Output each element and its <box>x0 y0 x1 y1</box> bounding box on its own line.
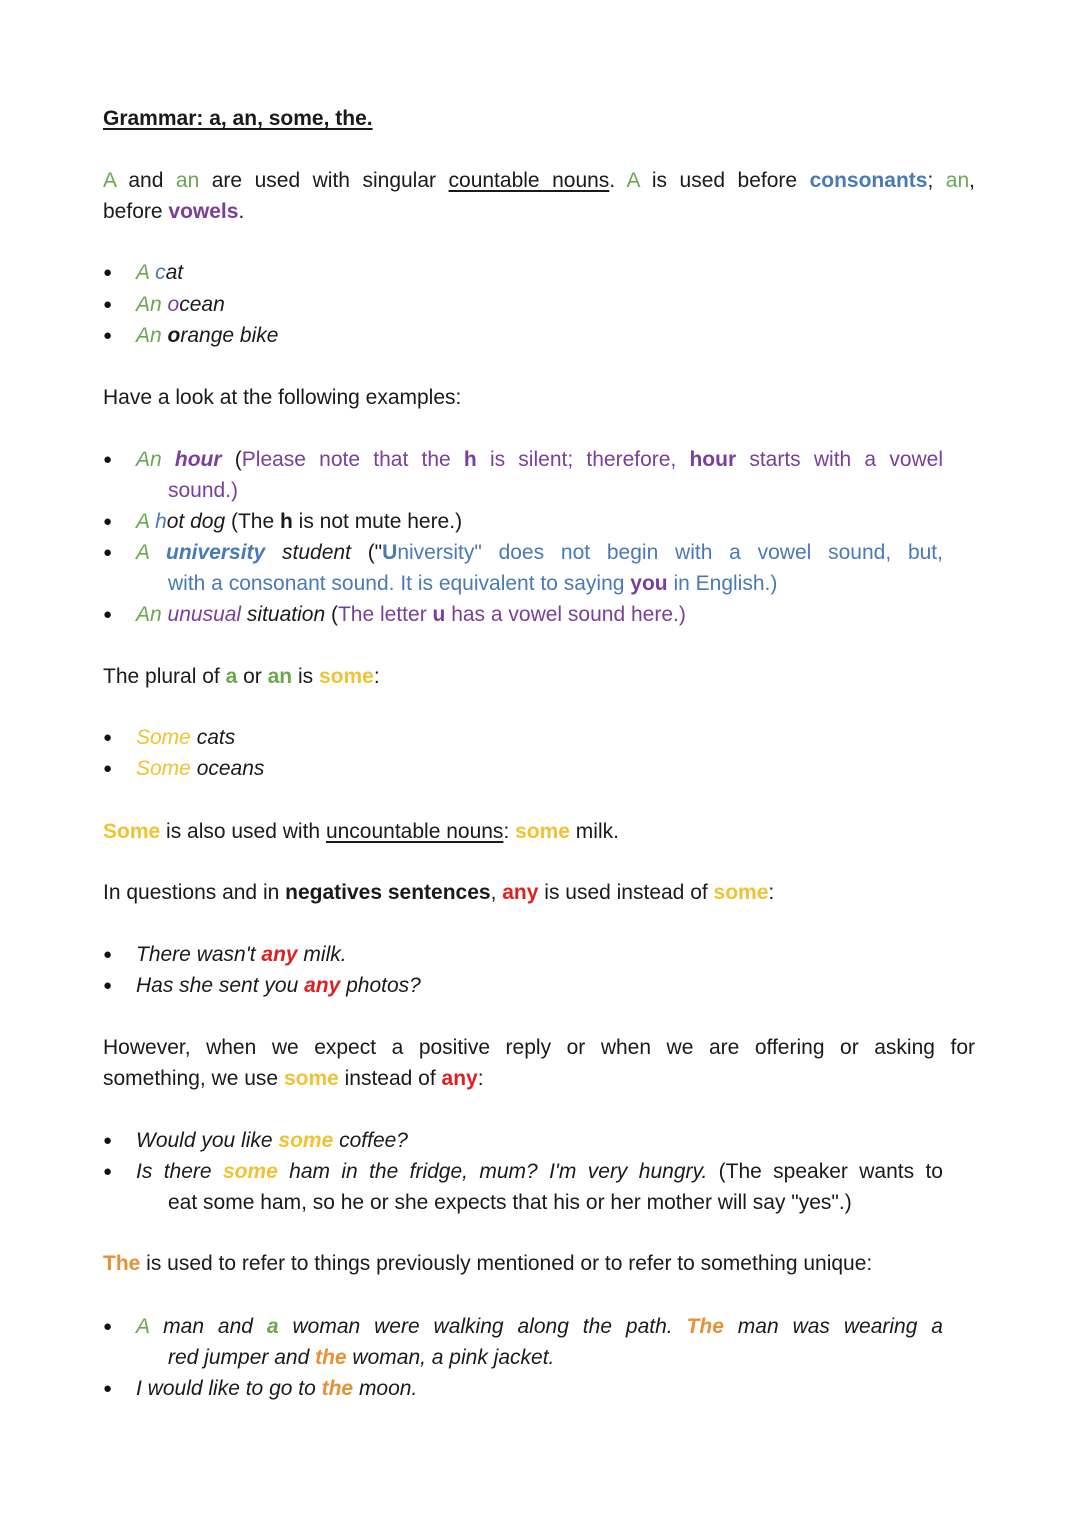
list-item-continuation: sound.) <box>168 479 239 502</box>
list-item: ● An orange bike <box>136 321 278 351</box>
list-item: ● I would like to go to the moon. <box>136 1374 417 1404</box>
list-item: ● A man and a woman were walking along the path. The man was wearing a <box>136 1312 943 1342</box>
list-item: ● Has she sent you any photos? <box>136 971 421 1001</box>
however-line-1: However, when we expect a positive reply or when we are offering or asking for <box>103 1036 975 1059</box>
page-title: Grammar: a, an, some, the. <box>103 107 373 130</box>
list-item: ● A hot dog (The h is not mute here.) <box>136 507 462 537</box>
questions-rule: In questions and in negatives sentences, any is used instead of some: <box>103 881 775 904</box>
list-item: ● An unusual situation (The letter u has a vowel sound here.) <box>136 600 686 630</box>
the-rule: The is used to refer to things previously mentioned or to refer to something unique: <box>103 1252 873 1275</box>
uncountable-rule: Some is also used with uncountable nouns: some milk. <box>103 820 619 843</box>
intro-line-2: before vowels. <box>103 200 245 223</box>
list-item-continuation: eat some ham, so he or she expects that his or her mother will say "yes".) <box>168 1191 852 1214</box>
list-item: ● Some oceans <box>136 754 264 784</box>
list-item-continuation: with a consonant sound. It is equivalent to saying you in English.) <box>168 572 778 595</box>
list-item: ● There wasn't any milk. <box>136 940 347 970</box>
list-item: ● Is there some ham in the fridge, mum? I'm very hungry. (The speaker wants to <box>136 1157 943 1187</box>
however-line-2: something, we use some instead of any: <box>103 1067 484 1090</box>
intro-line-1: A and an are used with singular countable nouns. A is used before consonants; an, <box>103 169 975 192</box>
plural-rule: The plural of a or an is some: <box>103 665 380 688</box>
list-item: ● An hour (Please note that the h is silent; therefore, hour starts with a vowel <box>136 445 943 475</box>
list-item-continuation: red jumper and the woman, a pink jacket. <box>168 1346 555 1369</box>
list-item: ● A university student ("University" does not begin with a vowel sound, but, <box>136 538 943 568</box>
examples-intro: Have a look at the following examples: <box>103 386 462 409</box>
list-item: ● Some cats <box>136 723 235 753</box>
list-item: ● Would you like some coffee? <box>136 1126 408 1156</box>
list-item: ● A cat <box>136 258 183 288</box>
list-item: ● An ocean <box>136 290 225 320</box>
